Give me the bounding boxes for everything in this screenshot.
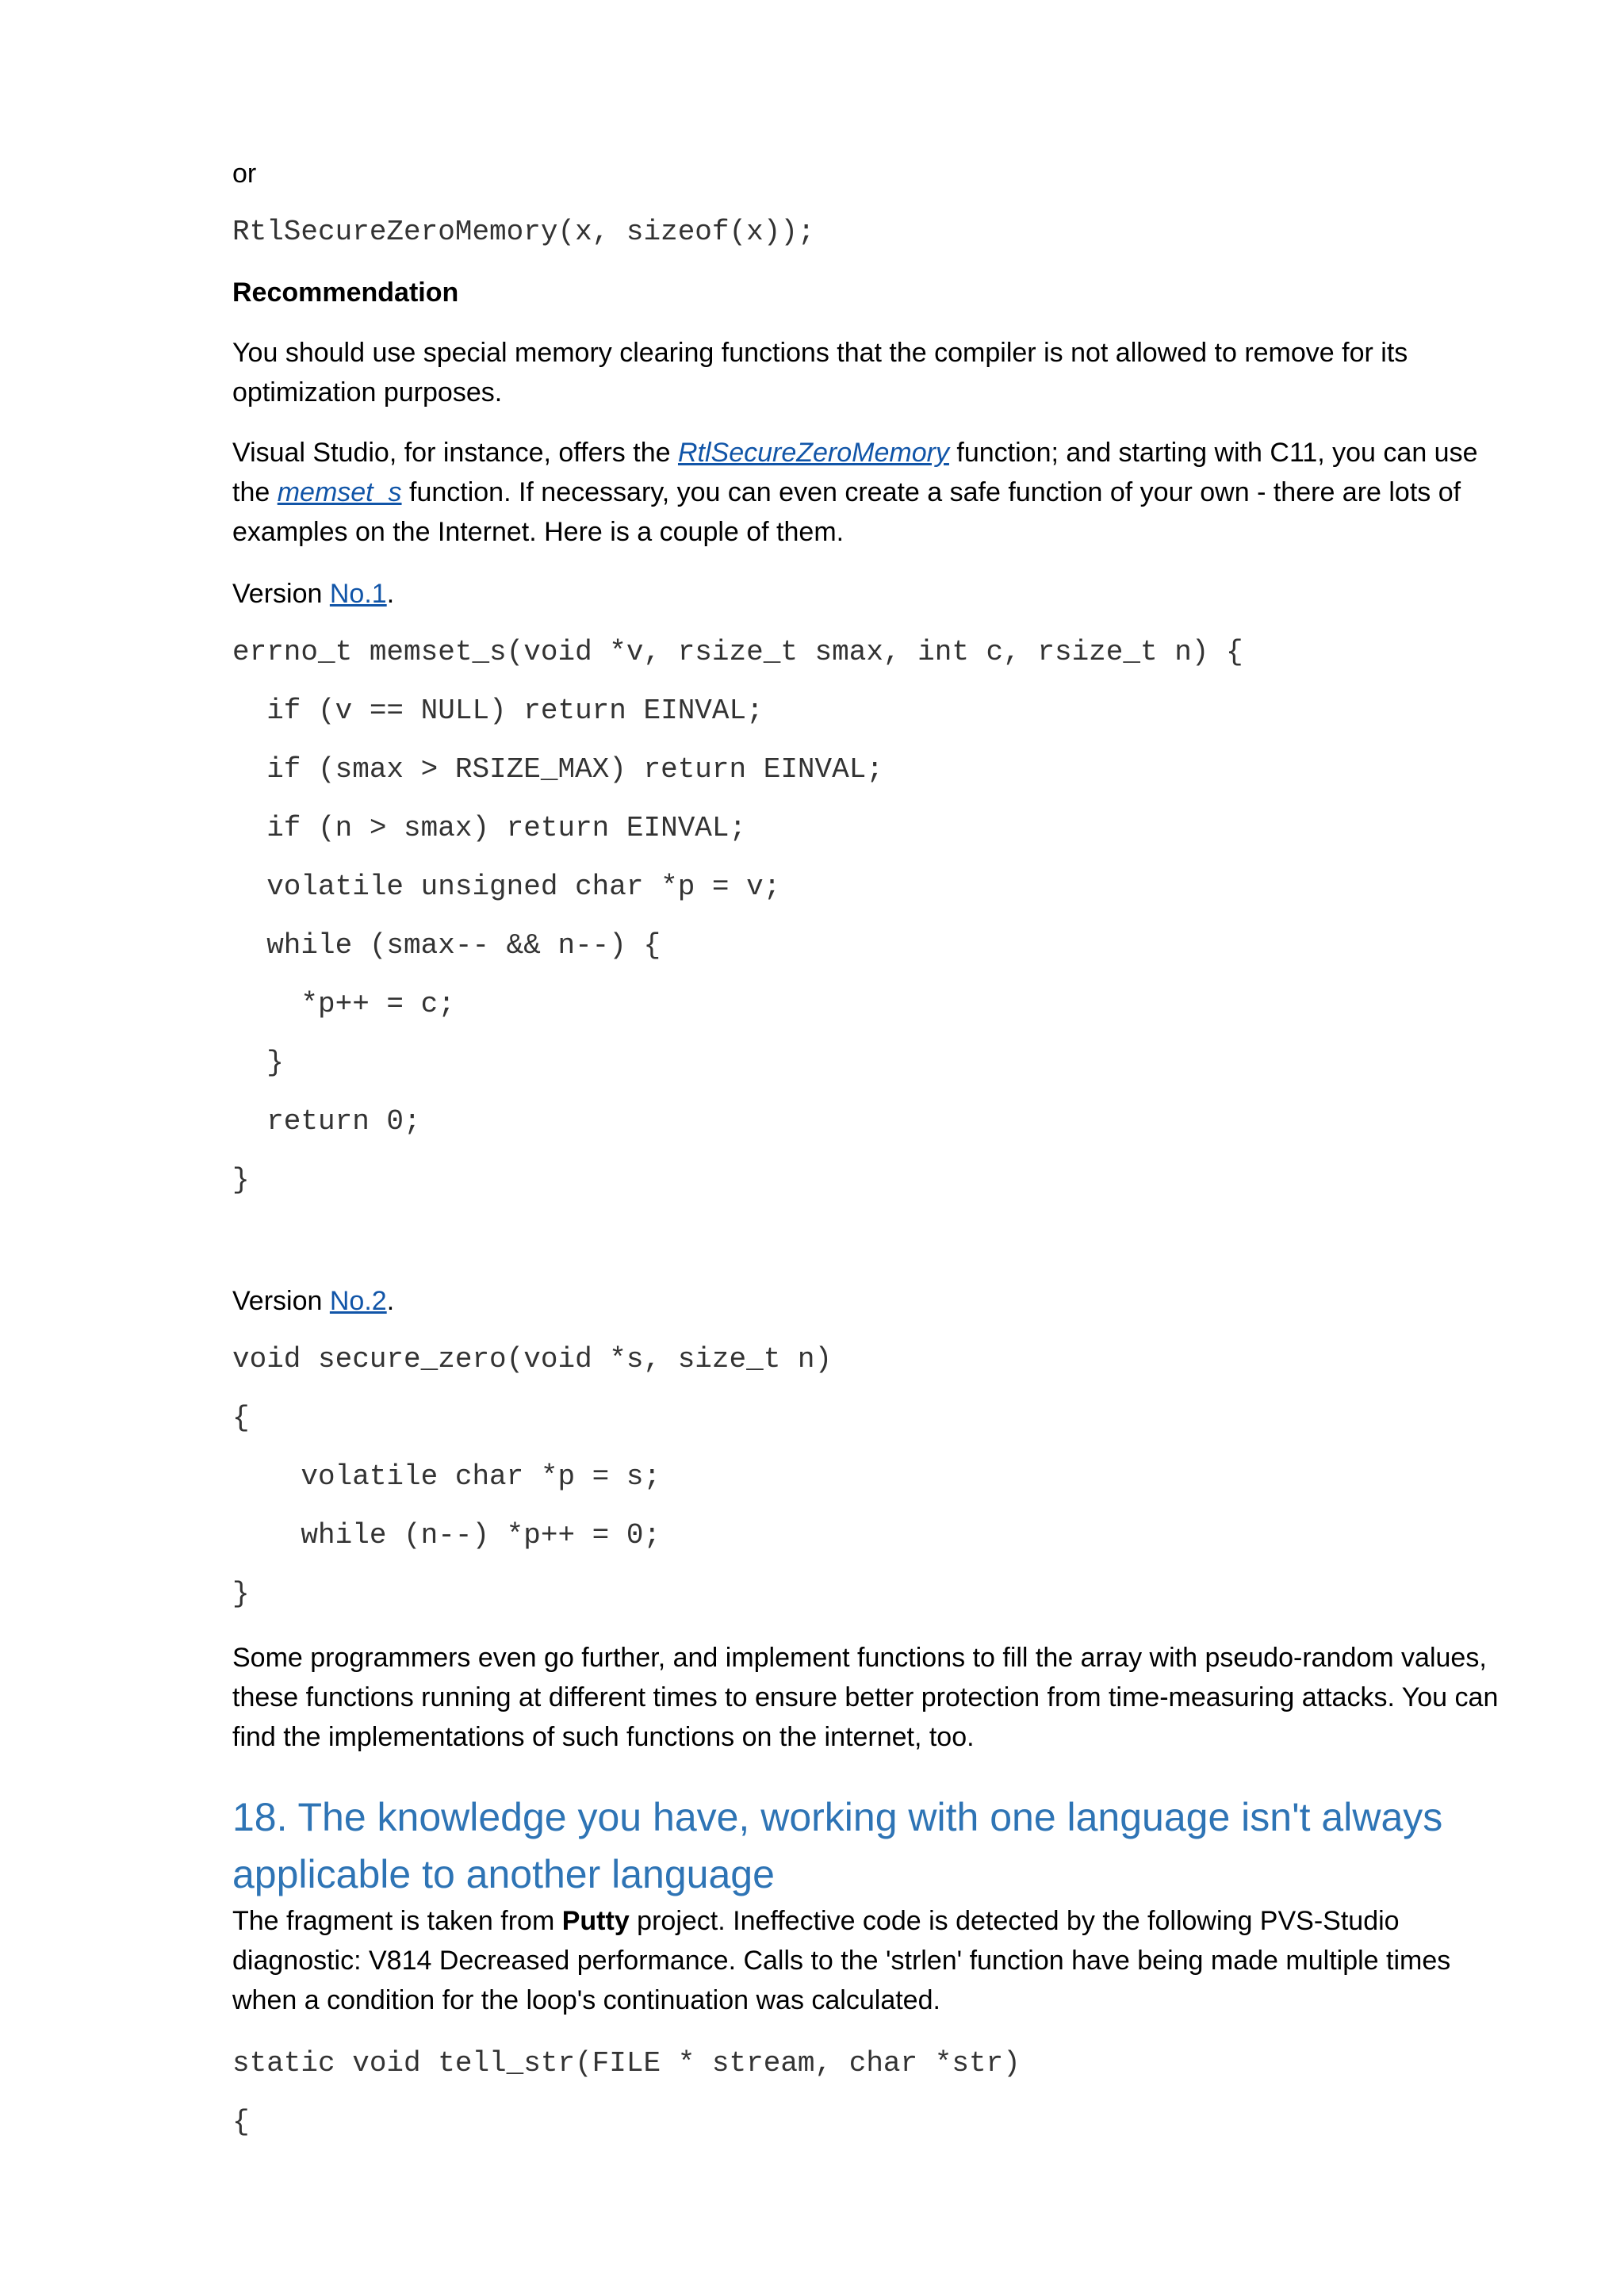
code-line: } (232, 1578, 250, 1610)
code-line: } (232, 1047, 284, 1079)
code-line: while (n--) *p++ = 0; (232, 1519, 661, 1552)
vs-text-3: function. If necessary, you can even create a safe function of your own - there are lots of examples on the Internet. Here is a couple of them. (232, 477, 1461, 547)
memset-s-link[interactable]: memset_s (277, 477, 402, 507)
code-block-secure-zero (232, 1340, 1517, 1633)
code-line: if (smax > RSIZE_MAX) return EINVAL; (232, 753, 883, 786)
version-2-line (232, 1281, 1517, 1321)
putty-bold: Putty (561, 1906, 630, 1936)
code-line: while (smax-- && n--) { (232, 929, 661, 962)
rtlsecurezeromemory-link[interactable]: RtlSecureZeroMemory (677, 438, 949, 468)
putty-text-2: project. Ineffective code is detected by the following PVS-Studio diagnostic: V814 Decreased performance. Calls to the 'strlen' function have being made multiple times when a condition for the loop's continuation was calculated. (232, 1906, 1451, 2015)
code-line: static void tell_str(FILE * stream, char *str) (232, 2047, 1021, 2080)
version-1-line (232, 574, 1517, 614)
code-line: void secure_zero(void *s, size_t n) (232, 1343, 833, 1376)
code-line: if (n > smax) return EINVAL; (232, 812, 747, 844)
version-2-suffix: . (386, 1286, 395, 1316)
code-line: if (v == NULL) return EINVAL; (232, 695, 764, 727)
code-block-memset-s (232, 633, 1517, 1219)
recommendation-heading: Recommendation (232, 277, 459, 308)
version-2-link[interactable]: No.2 (329, 1286, 387, 1316)
vs-text-1: Visual Studio, for instance, offers the (232, 438, 678, 468)
version-2-prefix: Version (232, 1286, 330, 1316)
putty-text-1: The fragment is taken from (232, 1906, 562, 1936)
code-line: errno_t memset_s(void *v, rsize_t smax, int c, rsize_t n) { (232, 636, 1243, 668)
section-18-heading: 18. The knowledge you have, working with one language isn't always applicable to another language (232, 1795, 1443, 1896)
code-line: { (232, 1402, 250, 1434)
version-1-suffix: . (386, 579, 395, 609)
version-1-link[interactable]: No.1 (329, 579, 387, 609)
paragraph-visual-studio (232, 433, 1517, 552)
paragraph-or: or (232, 159, 257, 189)
paragraph-putty (232, 1901, 1517, 2020)
vs-text-2: function; and starting with C11, you can use the (232, 438, 1478, 507)
code-line: *p++ = c; (232, 988, 455, 1020)
code-line: { (232, 2106, 250, 2138)
paragraph-recommendation: You should use special memory clearing functions that the compiler is not allowed to remove for its optimization purposes. (232, 338, 1408, 408)
code-line: volatile char *p = s; (232, 1460, 661, 1493)
code-line: } (232, 1164, 250, 1196)
code-line: volatile unsigned char *p = v; (232, 871, 781, 903)
code-line: return 0; (232, 1105, 421, 1138)
code-block-tell-str (232, 2044, 1517, 2161)
version-1-prefix: Version (232, 579, 330, 609)
paragraph-pseudo-random: Some programmers even go further, and implement functions to fill the array with pseudo-random values, these functions running at different times to ensure better protection from time-measuring attacks. You can find the implementations of such functions on the internet, too. (232, 1643, 1499, 1752)
code-rtl-secure-zero: RtlSecureZeroMemory(x, sizeof(x)); (232, 216, 815, 248)
